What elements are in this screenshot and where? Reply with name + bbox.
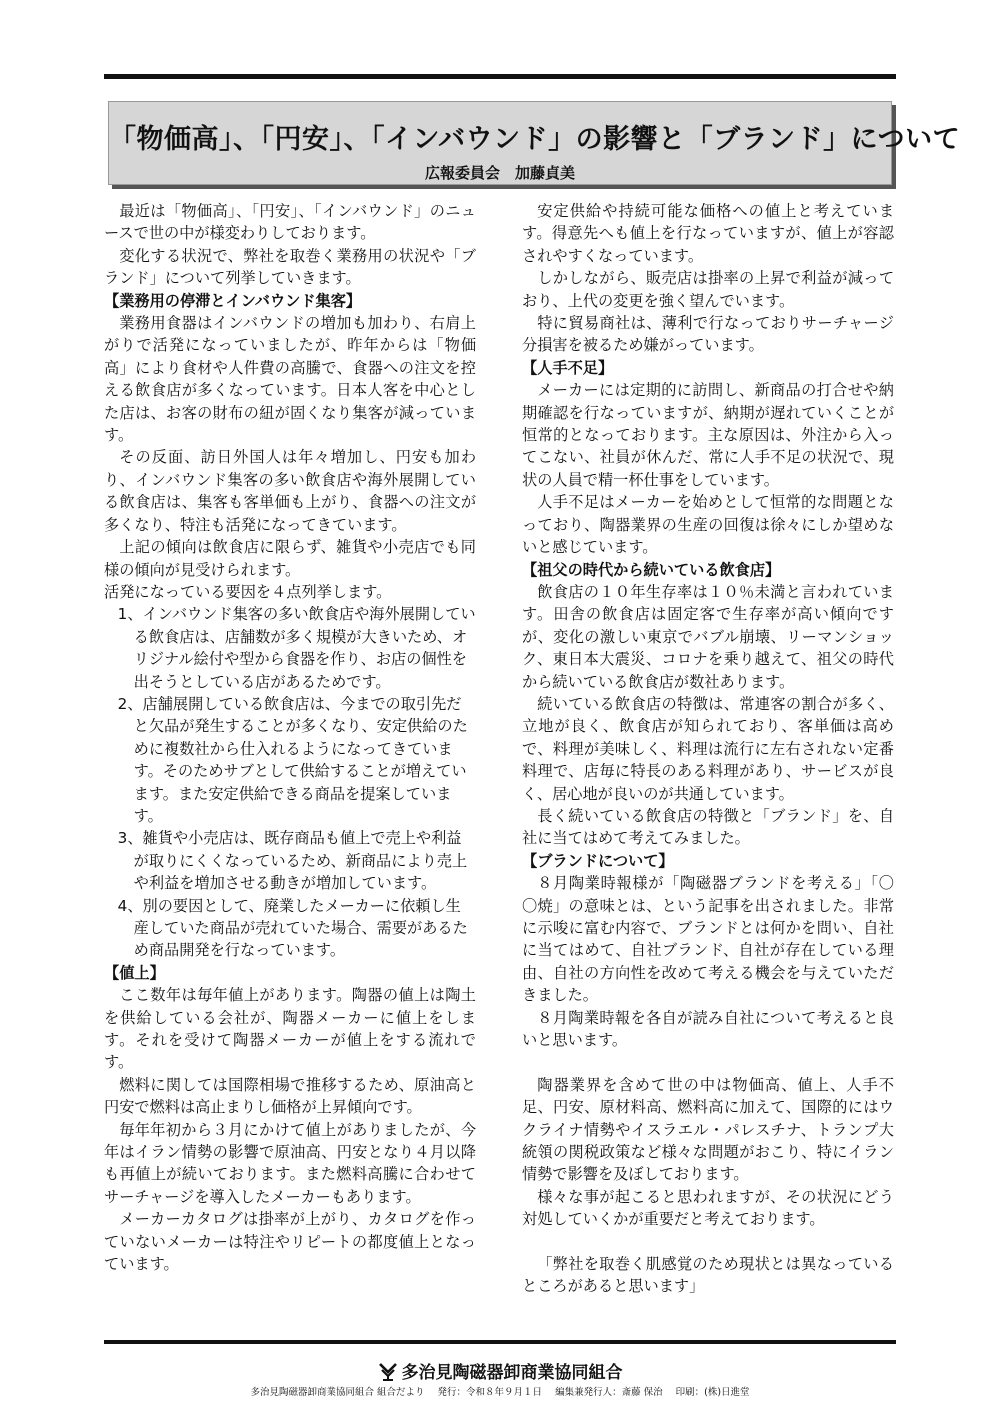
bottom-rule [104,1340,896,1344]
footer-organization [0,1358,1000,1386]
paragraph: 活発になっている要因を４点列挙します。 [104,582,392,601]
publication-name: 多治見陶磁器卸商業協同組合 組合だより [250,1387,425,1398]
paragraph: ここ数年は毎年値上があります。陶器の値上は陶土を供給している会社が、陶器メーカーに値上をします。それを受けて陶器メーカーが値上をする流れです。 [104,986,476,1072]
union-crest-icon [378,1361,398,1386]
section-heading: 【祖父の時代から続いている飲食店】 [522,560,781,579]
issue-date: 発行：令和８年９月１日 [437,1387,543,1398]
paragraph: 飲食店の１０年生存率は１０％未満と言われています。田舎の飲食店は固定客で生存率が高い傾向ですが、変化の激しい東京でバブル崩壊、リーマンショック、東日本大震災、コロナを乗り越えて、祖父の時代から続いている飲食店が数社あります。 [522,582,894,691]
printer: 印刷：(株)日進堂 [675,1387,750,1398]
spacer [522,1051,894,1073]
organization-name: 多治見陶磁器卸商業協同組合 [401,1363,623,1383]
list-item: 3、雑貨や小売店は、既存商品も値上で売上や利益が取りにくくなっているため、新商品により売上や利益を増加させる動きが増加しています。 [117,829,468,893]
paragraph: その反面、訪日外国人は年々増加し、円安も加わり、インバウンド集客の多い飲食店や海外展開している飲食店は、集客も客単価も上がり、食器への注文が多くなり、特注も活発になってきています。 [104,448,476,534]
title-banner [108,101,961,185]
editor-publisher: 編集兼発行人：斎藤 保治 [555,1387,663,1398]
paragraph: 続いている飲食店の特徴は、常連客の割合が多く、立地が良く、飲食店が知られており、客単価は高めで、料理が美味しく、料理は流行に左右されない定番料理で、店毎に特長のある料理があり、サービスが良く、居心地が良いのが共通しています。 [522,694,894,803]
paragraph: 業務用食器はインバウンドの増加も加わり、右肩上がりで活発になっていましたが、昨年からは「物価高」により食材や人件費の高騰で、食器への注文を控える飲食店が多くなっています。日本人客を中心とした店は、お客の財布の紐が固くなり集客が減っています。 [104,314,476,445]
paragraph: 最近は「物価高」、「円安」、「インバウンド」のニュースで世の中が様変わりしております。 [104,202,476,243]
paragraph: 変化する状況で、弊社を取巻く業務用の状況や「ブランド」について列挙していきます。 [104,246,476,288]
paragraph: メーカーには定期的に訪問し、新商品の打合せや納期確認を行なっていますが、納期が遅れていくことが恒常的となっております。主な原因は、外注から入ってこない、社員が休んだ、常に人手不足の状況で、現状の人員で精一杯仕事をしています。 [522,381,894,489]
section-heading: 【業務用の停滞とインバウンド集客】 [104,291,362,310]
paragraph: 人手不足はメーカーを始めとして恒常的な問題となっており、陶器業界の生産の回復は徐々にしか望めないと感じています。 [522,493,894,557]
section-heading: 【人手不足】 [522,358,614,377]
spacer [522,1231,894,1253]
paragraph: 安定供給や持続可能な価格への値上と考えています。得意先へも値上を行なっていますが、値上が容認されやすくなっています。 [522,202,894,265]
right-column [522,200,894,1298]
paragraph: 陶器業界を含めて世の中は物価高、値上、人手不足、円安、原材料高、燃料高に加えて、国際的にはウクライナ情勢やイスラエル・パレスチナ、トランプ大統領の関税政策など様々な問題がおこり、特にイラン情勢で影響を及ぼしております。 [522,1075,894,1184]
section-heading: 【値上】 [104,963,165,982]
page-title: 「物価高」、「円安」、「インバウンド」の影響と「ブランド」について [109,124,961,155]
paragraph: ８月陶業時報を各自が読み自社について考えると良いと思います。 [522,1008,894,1050]
section-heading: 【ブランドについて】 [522,851,674,870]
paragraph: 様々な事が起こると思われますが、その状況にどう対処していくかが重要だと考えております。 [522,1187,894,1229]
paragraph: 長く続いている飲食店の特徴と「ブランド」を、自社に当てはめて考えてみました。 [522,806,894,848]
paragraph: ８月陶業時報様が「陶磁器ブランドを考える」「〇〇焼」の意味とは、という記事を出されました。非常に示唆に富む内容で、ブランドとは何かを問い、自社に当てはめて、自社ブランド、自社が存在している理由、自社の方向性を改めて考える機会を与えていただきました。 [522,874,894,1005]
footer-colophon [0,1384,1000,1398]
paragraph: メーカーカタログは掛率が上がり、カタログを作っていないメーカーは特注やリピートの都度値上となっています。 [104,1210,476,1274]
paragraph: しかしながら、販売店は掛率の上昇で利益が減っており、上代の変更を強く望んでいます。 [522,269,894,310]
top-rule [104,74,896,79]
left-column [104,200,476,1276]
paragraph: 毎年年初から３月にかけて値上がありましたが、今年はイラン情勢の影響で原油高、円安となり４月以降も再値上が続いております。また燃料高騰に合わせてサーチャージを導入したメーカーもあります。 [104,1120,476,1206]
paragraph: 燃料に関しては国際相場で推移するため、原油高と円安で燃料は高止まりし価格が上昇傾向です。 [104,1075,476,1117]
paragraph: 「弊社を取巻く肌感覚のため現状とは異なっているところがあると思います」 [522,1255,894,1296]
paragraph: 特に貿易商社は、薄利で行なっておりサーチャージ分損害を被るため嫌がっています。 [522,314,894,355]
list-item: 1、インバウンド集客の多い飲食店や海外展開している飲食店は、店舗数が多く規模が大きいため、オリジナル絵付や型から食器を作り、お店の個性を出そうとしている店があるためです。 [117,605,476,691]
list-item: 4、別の要因として、廃業したメーカーに依頼し生産していた商品が売れていた場合、需要があるため商品開発を行なっています。 [117,896,468,960]
paragraph: 上記の傾向は飲食店に限らず、雑貨や小売店でも同様の傾向が見受けられます。 [104,538,476,579]
author-byline: 広報委員会 加藤貞美 [424,164,575,182]
list-item: 2、店舗展開している飲食店は、今までの取引先だと欠品が発生することが多くなり、安定供給のために複数社から仕入れるようになってきています。そのためサブとして供給することが増えています。また安定供給できる商品を提案しています。 [117,694,468,825]
